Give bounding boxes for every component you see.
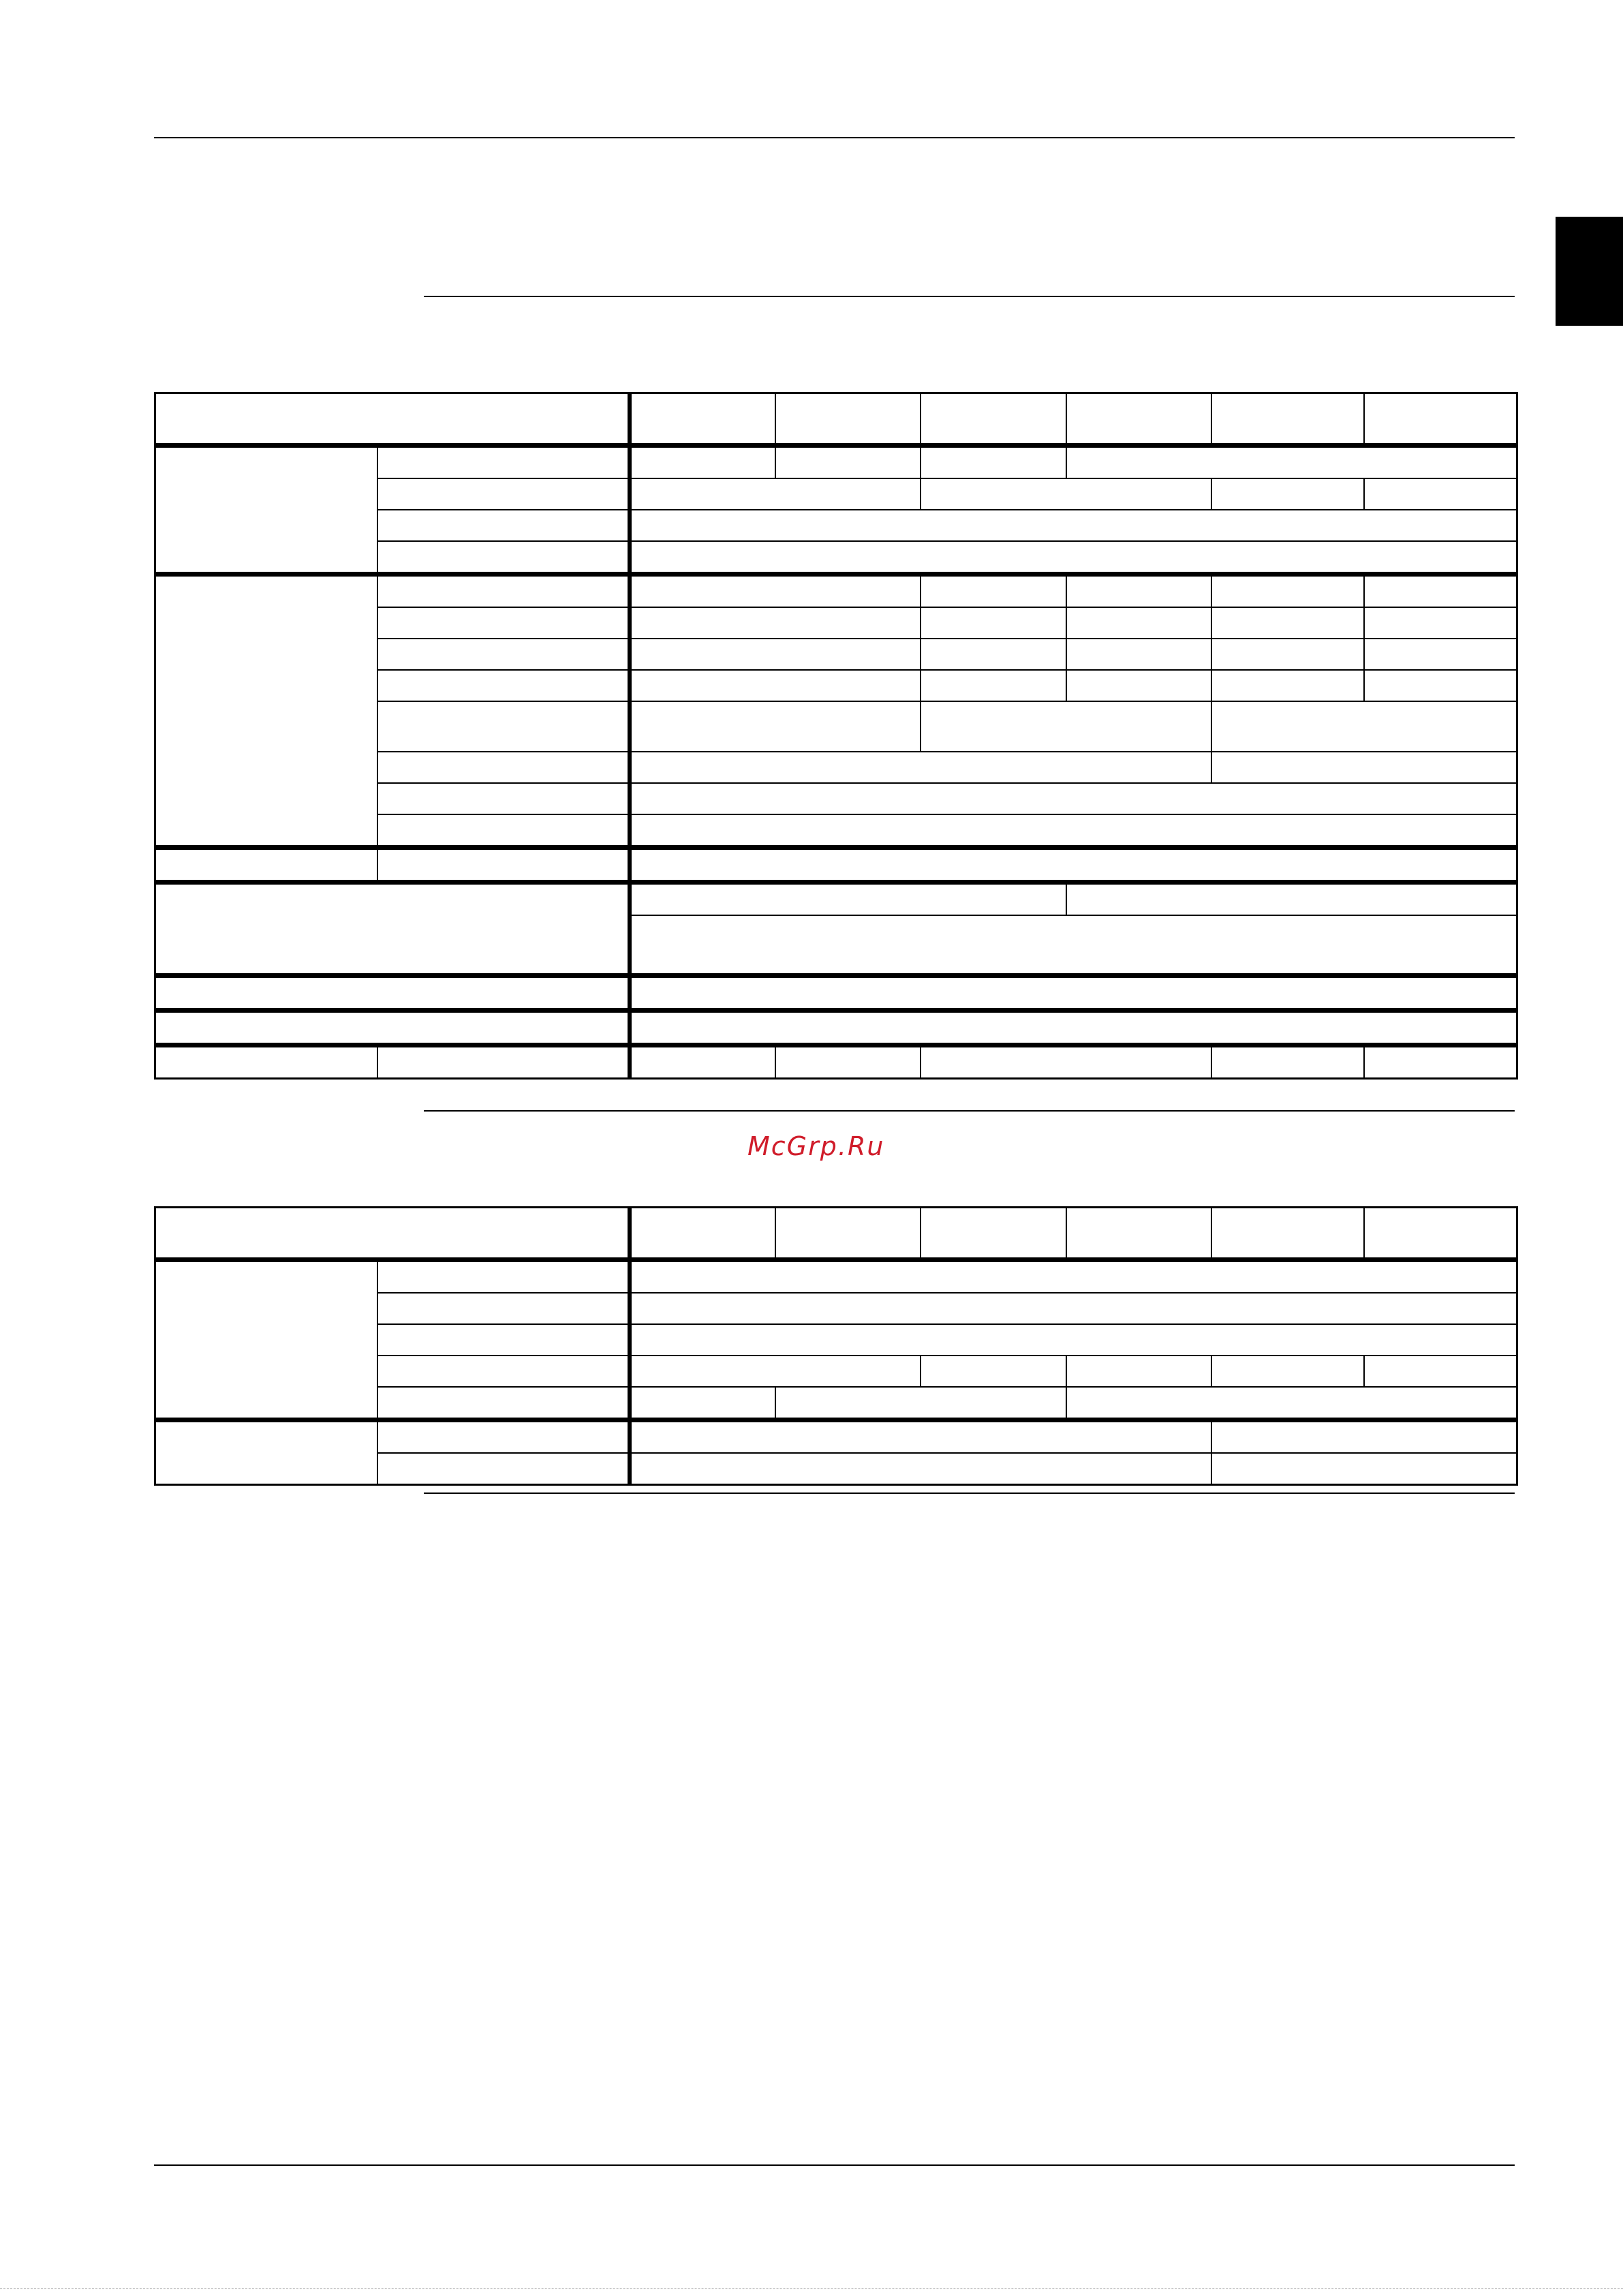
header-cell-model-4 [1066,393,1211,446]
row-label [377,510,630,541]
table-cell [1211,1045,1364,1079]
header-cell-model-4 [1066,1208,1211,1260]
table-cell [1211,701,1517,752]
table-header-row [155,1208,1517,1260]
section-tab-marker [1556,217,1623,326]
table-cell [1211,575,1364,608]
table-cell [1211,607,1364,639]
table-cell [775,1387,1066,1420]
group-g-label [155,1045,377,1079]
group-a-label [155,1260,377,1420]
table-cell [630,478,921,510]
section-rule-top [424,296,1515,297]
table-cell [1066,446,1517,479]
section-rule-middle [424,1110,1515,1112]
table-cell [1211,478,1364,510]
table-cell [1364,478,1517,510]
header-cell-model-3 [921,393,1066,446]
table-cell [1211,639,1364,670]
table-cell [1066,1387,1517,1420]
header-cell-model-2 [775,393,921,446]
table-cell [630,752,1211,783]
table-cell [630,976,1517,1011]
row-label [377,848,630,883]
row-label [377,1260,630,1294]
table-cell [1066,575,1211,608]
row-label [377,1387,630,1420]
table-row [155,1011,1517,1045]
table-cell [1211,1453,1517,1485]
row-label [377,1324,630,1356]
section-rule-bottom [424,1493,1515,1494]
table-cell [1364,639,1517,670]
table-row [155,446,1517,479]
group-d-label [155,883,630,976]
header-cell-model-1 [630,393,775,446]
row-label [377,1420,630,1454]
table-cell [1211,670,1364,701]
table-cell [1364,607,1517,639]
row-label [377,783,630,814]
secondary-table [154,1206,1518,1486]
table-cell [630,639,921,670]
table-row [155,1260,1517,1294]
watermark-text: McGrp.Ru [747,1131,885,1161]
group-a-label [155,446,377,575]
table-cell [1364,575,1517,608]
group-f-label [155,1011,630,1045]
table-cell [921,670,1066,701]
table-cell [630,1420,1211,1454]
table-cell [1211,1356,1364,1387]
row-label [377,1453,630,1485]
table-cell [630,1324,1517,1356]
row-label [377,1045,630,1079]
table-cell [630,1011,1517,1045]
header-rule [154,137,1515,138]
table-cell [921,701,1211,752]
table-cell [630,1356,921,1387]
table-cell [630,446,775,479]
table-cell [630,848,1517,883]
table-cell [1066,670,1211,701]
row-label [377,1293,630,1324]
table-cell [630,541,1517,575]
table-cell [630,670,921,701]
table-cell [921,446,1066,479]
row-label [377,639,630,670]
table-cell [630,883,1066,916]
table-cell [775,1045,921,1079]
row-label [377,814,630,848]
table-cell [630,575,921,608]
table-cell [630,1045,775,1079]
table-cell [921,1356,1066,1387]
table-cell [921,575,1066,608]
table-row [155,1420,1517,1454]
header-cell-model-6 [1364,393,1517,446]
header-cell-model-5 [1211,1208,1364,1260]
table-cell [1066,607,1211,639]
table-cell [630,510,1517,541]
header-cell-model-2 [775,1208,921,1260]
table-cell [630,607,921,639]
table-cell [630,701,921,752]
table-cell [1364,1045,1517,1079]
table-cell [1066,883,1517,916]
row-label [377,607,630,639]
table-cell [1211,1420,1517,1454]
group-b-label [155,1420,377,1485]
header-cell-model-5 [1211,393,1364,446]
table-cell [1364,670,1517,701]
table-cell [1066,639,1211,670]
table-cell [630,1453,1211,1485]
table-row [155,883,1517,916]
table-cell [630,915,1517,976]
table-row [155,1045,1517,1079]
table-header-row [155,393,1517,446]
row-label [377,670,630,701]
header-cell-label [155,1208,630,1260]
table-row [155,976,1517,1011]
row-label [377,478,630,510]
table-cell [630,814,1517,848]
header-cell-model-3 [921,1208,1066,1260]
table-row [155,575,1517,608]
row-label [377,446,630,479]
group-b-label [155,575,377,848]
table-cell [630,1260,1517,1294]
row-label [377,541,630,575]
table-cell [630,1293,1517,1324]
header-cell-model-1 [630,1208,775,1260]
row-label [377,1356,630,1387]
table-cell [630,783,1517,814]
table-cell [921,639,1066,670]
specifications-table [154,392,1518,1080]
row-label [377,752,630,783]
table-cell [921,478,1211,510]
table-row [155,848,1517,883]
header-cell-label [155,393,630,446]
row-label [377,701,630,752]
group-e-label [155,976,630,1011]
table-cell [1066,1356,1211,1387]
table-cell [921,1045,1211,1079]
table-cell [1364,1356,1517,1387]
table-cell [921,607,1066,639]
table-cell [630,1387,775,1420]
header-cell-model-6 [1364,1208,1517,1260]
table-cell [1211,752,1517,783]
table-cell [775,446,921,479]
footer-rule [154,2164,1515,2166]
row-label [377,575,630,608]
group-c-label [155,848,377,883]
